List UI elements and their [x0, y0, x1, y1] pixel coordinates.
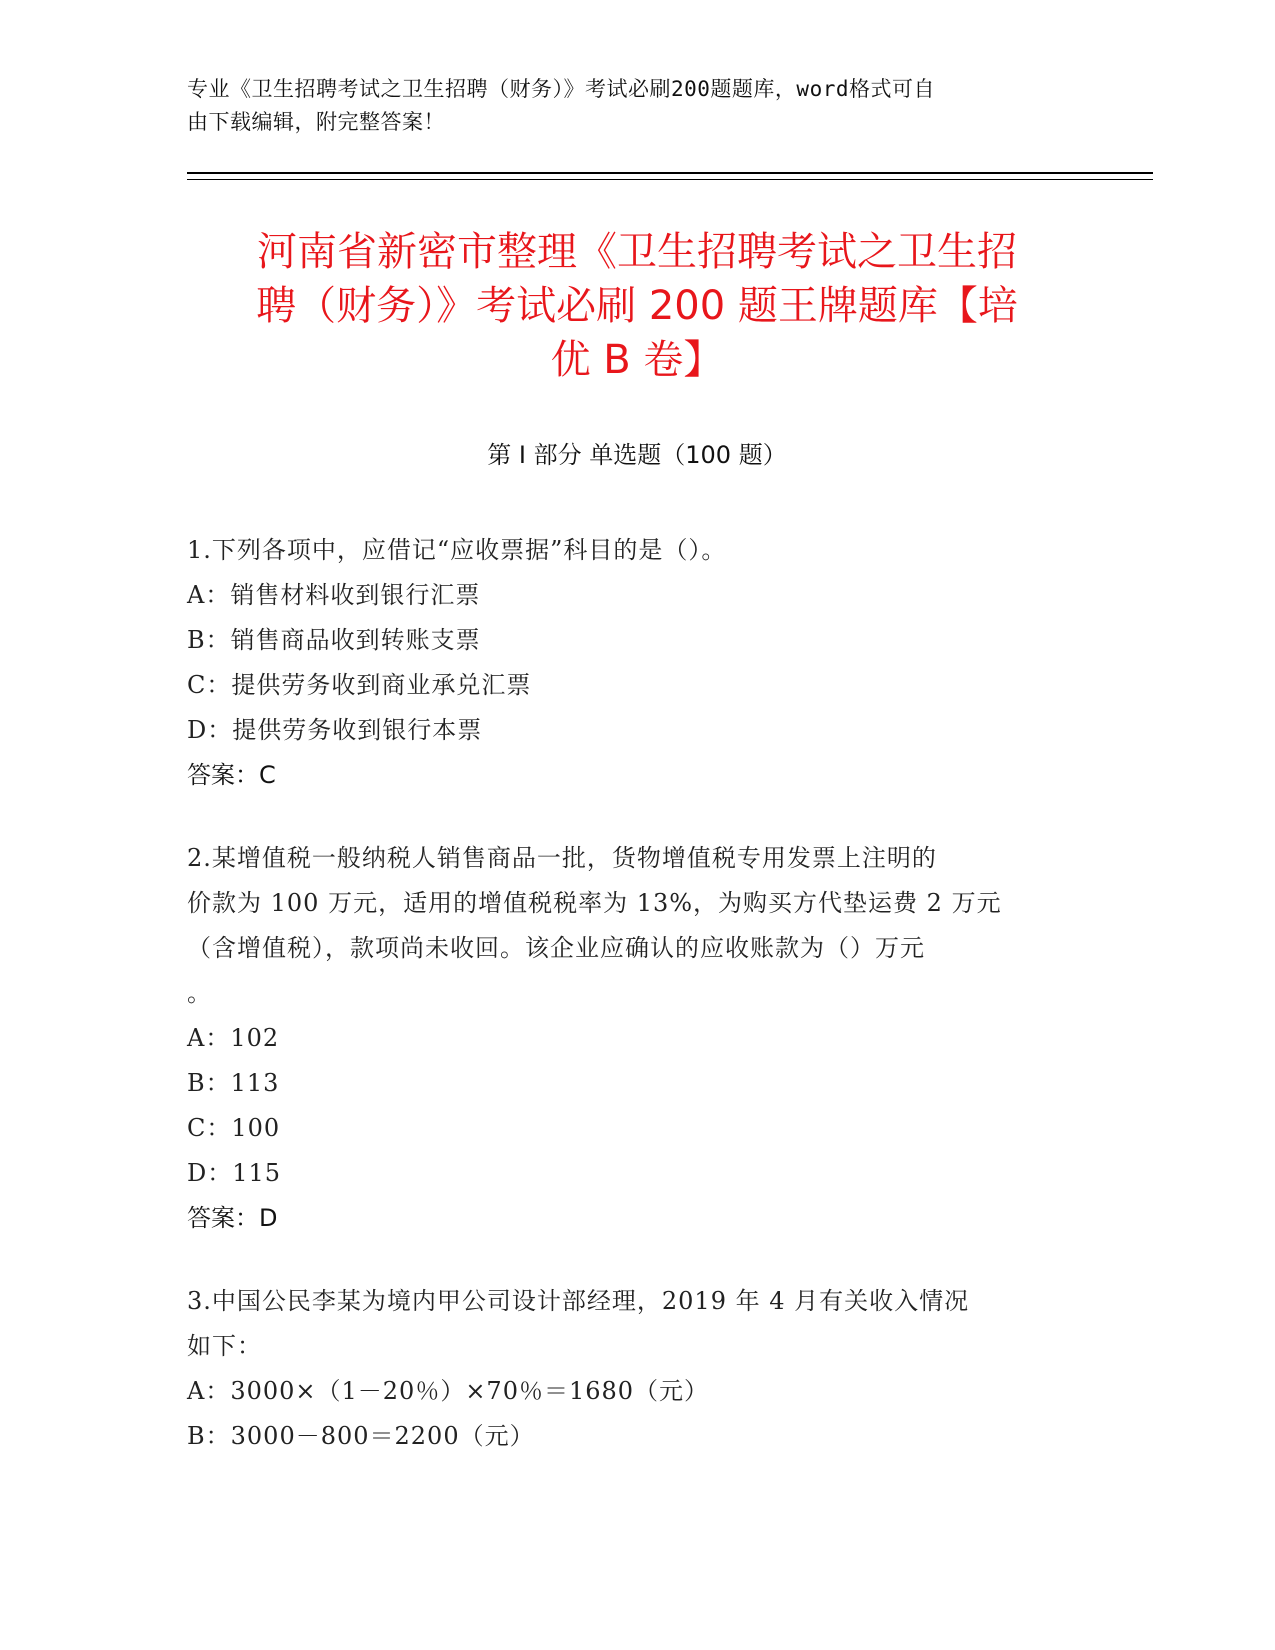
question-item: [187, 1279, 1077, 1459]
answer-line: 答案：D: [187, 1204, 278, 1232]
title-line: 河南省新密市整理《卫生招聘考试之卫生招: [257, 229, 1017, 275]
question-stem: （含增值税），款项尚未收回。该企业应确认的应收账款为（）万元: [187, 934, 925, 962]
question-stem: 价款为 100 万元，适用的增值税税率为 13%，为购买方代垫运费 2 万元: [187, 889, 1002, 917]
question-list: [187, 528, 1077, 1497]
option-b: B：113: [187, 1069, 280, 1097]
question-stem: 3.中国公民李某为境内甲公司设计部经理，2019 年 4 月有关收入情况: [187, 1287, 970, 1315]
header-divider-thick: [187, 172, 1153, 174]
option-b: B：销售商品收到转账支票: [187, 626, 481, 654]
option-c: C：提供劳务收到商业承兑汇票: [187, 671, 532, 699]
question-stem: 1.下列各项中，应借记“应收票据”科目的是（）。: [187, 536, 727, 564]
title-line: 聘（财务）》考试必刷 200 题王牌题库【培: [256, 283, 1018, 329]
question-stem: 如下：: [187, 1332, 262, 1360]
option-a: A：销售材料收到银行汇票: [187, 581, 481, 609]
header-note-line: 专业《卫生招聘考试之卫生招聘（财务）》考试必刷200题题库，word格式可自: [187, 77, 935, 101]
header-note: [187, 73, 1067, 139]
option-d: D：115: [187, 1159, 282, 1187]
header-divider-thin: [187, 179, 1153, 180]
question-stem: 。: [187, 979, 212, 1007]
option-a: A：3000×（1－20％）×70％＝1680（元）: [187, 1377, 710, 1405]
option-d: D：提供劳务收到银行本票: [187, 716, 483, 744]
question-item: [187, 836, 1077, 1241]
option-b: B：3000－800＝2200（元）: [187, 1422, 535, 1450]
option-a: A：102: [187, 1024, 280, 1052]
title-line: 优 B 卷】: [550, 337, 724, 383]
document-title: [187, 225, 1087, 387]
section-heading: 第 I 部分 单选题（100 题）: [487, 441, 787, 469]
question-item: [187, 528, 1077, 798]
option-c: C：100: [187, 1114, 281, 1142]
answer-line: 答案：C: [187, 761, 276, 789]
question-stem: 2.某增值税一般纳税人销售商品一批，货物增值税专用发票上注明的: [187, 844, 937, 872]
header-note-line: 由下载编辑，附完整答案！: [187, 110, 445, 134]
